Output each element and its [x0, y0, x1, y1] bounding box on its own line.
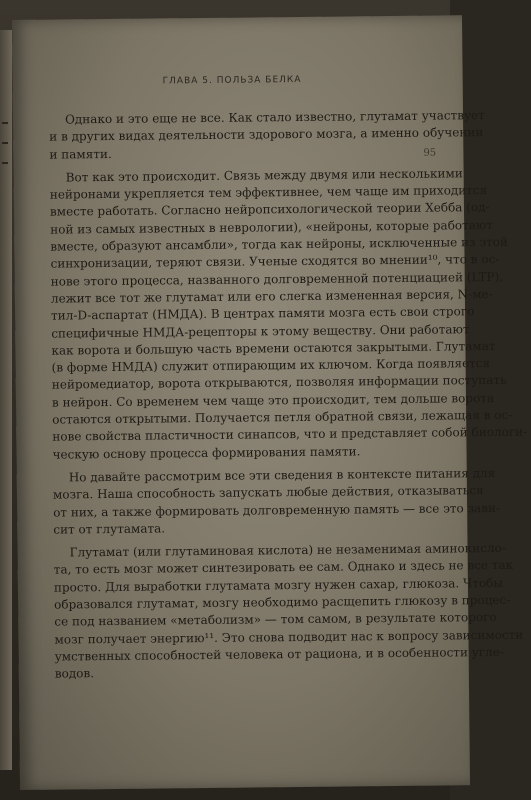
- text-line: Глутамат (или глутаминовая кислота) не незаменимая аминокисло-: [69, 540, 506, 560]
- text-line: тил-D-аспартат (НМДА). В центрах памяти мозга есть свои строго: [51, 304, 475, 323]
- text-line: нейромедиатор, ворота открываются, позволяя информации поступать: [51, 373, 507, 393]
- book-page: [12, 15, 528, 790]
- text-line: нейронами укрепляется тем эффективнее, чем чаще им приходится: [49, 183, 488, 202]
- text-line: Вот как это происходит. Связь между двумя или несколькими: [65, 166, 463, 185]
- text-line: ной из самых известных в неврологии), «нейроны, которые работают: [50, 217, 494, 237]
- text-line: лежит все тот же глутамат или его слегка измененная версия, N-ме-: [50, 286, 493, 306]
- text-line: нове свойства пластичности синапсов, что и представляет собой биологи-: [52, 424, 528, 444]
- text-line: и в других видах деятельности здорового мозга, а именно обучении: [49, 125, 484, 144]
- text-line: синхронизации, теряют связи. Ученые сходятся во мнении¹⁰, что в ос-: [50, 252, 500, 271]
- text-line: водов.: [54, 666, 95, 681]
- text-line: от них, а также формировать долговременную память — все это зави-: [53, 500, 501, 520]
- text-line: как ворота и большую часть времени остаются закрытыми. Глутамат: [51, 338, 496, 358]
- gutter-mark: [2, 122, 8, 124]
- paragraph: [53, 540, 524, 683]
- gutter-mark: [2, 142, 8, 144]
- paragraph: [49, 166, 528, 464]
- text-line: мозга. Наша способность запускать любые действия, отказываться: [52, 483, 484, 502]
- facing-page-edge: [0, 30, 12, 770]
- page-number: 95: [423, 147, 437, 159]
- text-line: умственных способностей человека от рациона, и в особенности угле-: [54, 644, 504, 664]
- running-header: ГЛАВА 5. ПОЛЬЗА БЕЛКА: [162, 74, 302, 87]
- text-line: (в форме НМДА) служит отпирающим их ключом. Когда появляется: [51, 356, 491, 375]
- gutter-mark: [2, 162, 8, 164]
- text-line: мозг получает энергию¹¹. Это снова подводит нас к вопросу зависимости: [54, 627, 524, 647]
- text-line: се под названием «метаболизм» — том самом, в результате которого: [54, 610, 497, 629]
- text-line: Но давайте рассмотрим все эти сведения в контексте питания для: [68, 465, 496, 485]
- text-line: ческую основу процесса формирования памяти.: [52, 444, 361, 462]
- text-line: Однако и это еще не все. Как стало известно, глутамат участвует: [64, 108, 485, 127]
- text-line: сит от глутамата.: [53, 521, 166, 537]
- text-line: просто. Для выработки глутамата мозгу нужен сахар, глюкоза. Чтобы: [53, 575, 503, 595]
- text-line: вместе работать. Согласно нейропсихологической теории Хебба (од-: [49, 200, 490, 220]
- text-line: в нейрон. Со временем чем чаще это происходит, тем дольше ворота: [51, 390, 495, 410]
- text-line: специфичные НМДА-рецепторы к этому веществу. Они работают: [51, 321, 470, 341]
- text-line: остаются открытыми. Получается петля обратной связи, лежащая в ос-: [52, 407, 513, 427]
- text-line: нове этого процесса, названного долговременной потенциацией (LTP),: [50, 269, 504, 289]
- text-line: образовался глутамат, мозгу необходимо расщепить глюкозу в процес-: [54, 592, 511, 612]
- text-line: и памяти.: [49, 146, 112, 162]
- text-line: та, то есть мозг может синтезировать ее сам. Однако и здесь не все так: [53, 558, 514, 578]
- paragraph: [52, 465, 501, 539]
- text-line: вместе, образуют ансамбли», тогда как нейроны, исключенные из этой: [50, 234, 509, 254]
